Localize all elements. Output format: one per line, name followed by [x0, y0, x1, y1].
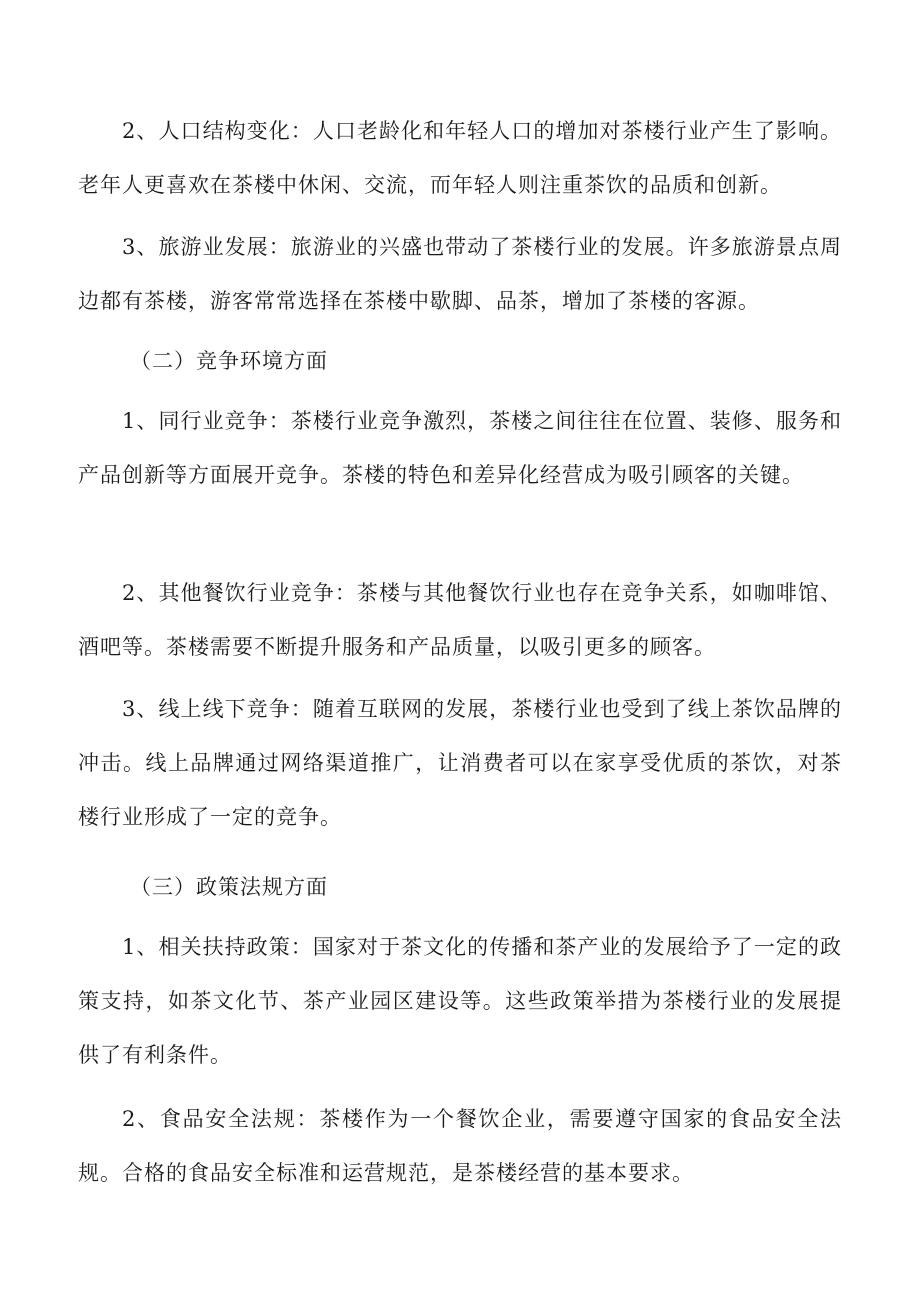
paragraph-online-offline-competition: 3、线上线下竞争：随着互联网的发展，茶楼行业也受到了线上茶饮品牌的冲击。线上品牌通过网络渠道推广，让消费者可以在家享受优质的茶饮，对茶楼行业形成了一定的竞争。 — [78, 697, 842, 829]
paragraph-population-structure: 2、人口结构变化：人口老龄化和年轻人口的增加对茶楼行业产生了影响。老年人更喜欢在茶楼中休闲、交流，而年轻人则注重茶饮的品质和创新。 — [78, 119, 842, 197]
section-heading-policy: （三）政策法规方面 — [130, 875, 328, 899]
paragraph-tourism-development: 3、旅游业发展：旅游业的兴盛也带动了茶楼行业的发展。许多旅游景点周边都有茶楼，游客常常选择在茶楼中歇脚、品茶，增加了茶楼的客源。 — [78, 235, 842, 313]
paragraph-industry-competition: 1、同行业竞争：茶楼行业竞争激烈，茶楼之间往往在位置、装修、服务和产品创新等方面展开竞争。茶楼的特色和差异化经营成为吸引顾客的关键。 — [78, 409, 842, 487]
paragraph-dining-competition: 2、其他餐饮行业竞争：茶楼与其他餐饮行业也存在竞争关系，如咖啡馆、酒吧等。茶楼需要不断提升服务和产品质量，以吸引更多的顾客。 — [78, 581, 842, 659]
paragraph-support-policy: 1、相关扶持政策：国家对于茶文化的传播和茶产业的发展给予了一定的政策支持，如茶文化节、茶产业园区建设等。这些政策举措为茶楼行业的发展提供了有利条件。 — [78, 935, 842, 1067]
paragraph-food-safety: 2、食品安全法规：茶楼作为一个餐饮企业，需要遵守国家的食品安全法规。合格的食品安全标准和运营规范，是茶楼经营的基本要求。 — [78, 1107, 842, 1185]
section-heading-competition: （二）竞争环境方面 — [130, 349, 328, 373]
